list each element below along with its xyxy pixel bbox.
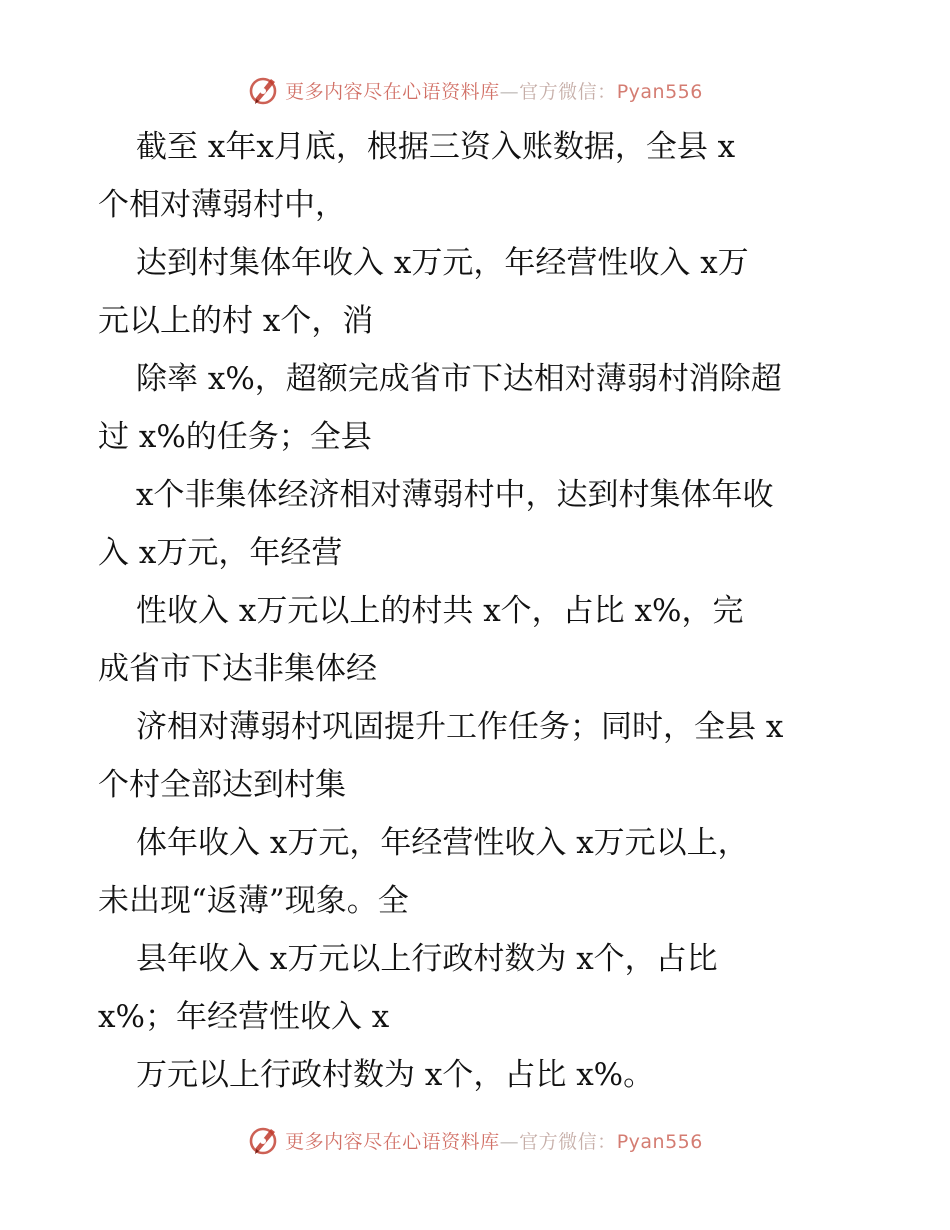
paragraph-line: 万元以上行政村数为 x个，占比 x%。: [136, 1057, 655, 1093]
document-body: [0, 118, 950, 1104]
paragraph: [0, 1046, 950, 1104]
watermark-main-text: 更多内容尽在心语资料库: [285, 1130, 500, 1153]
paragraph: [0, 698, 950, 814]
paragraph: [0, 814, 950, 930]
paragraph-line: x个非集体经济相对薄弱村中，达到村集体年收: [136, 477, 774, 513]
paragraph-line: 过 x%的任务；全县: [98, 419, 372, 455]
paragraph-line: 元以上的村 x个，消: [98, 303, 374, 339]
paragraph-line: 体年收入 x万元，年经营性收入 x万元以上，: [136, 825, 749, 861]
paragraph-line: 截至 x年x月底，根据三资入账数据，全县 x: [136, 129, 736, 165]
watermark-wechat-label: 官方微信：: [519, 80, 617, 103]
quill-pen-logo-icon: [247, 73, 281, 107]
watermark-text: [285, 1127, 703, 1154]
paragraph-line: 县年收入 x万元以上行政村数为 x个，占比: [136, 941, 718, 977]
header-watermark: [0, 70, 950, 110]
watermark-text: [285, 77, 703, 104]
paragraph-line: 个村全部达到村集: [98, 767, 346, 803]
paragraph-line: 除率 x%，超额完成省市下达相对薄弱村消除超: [136, 361, 782, 397]
paragraph-line: 个相对薄弱村中，: [98, 187, 346, 223]
watermark-wechat-label: 官方微信：: [519, 1130, 617, 1153]
paragraph-line: 入 x万元，年经营: [98, 535, 343, 571]
footer-watermark: [0, 1120, 950, 1160]
watermark-handle: Pyan556: [616, 80, 703, 103]
paragraph: [0, 930, 950, 1046]
watermark-separator: —: [499, 80, 520, 103]
watermark-handle: Pyan556: [616, 1130, 703, 1153]
paragraph: [0, 582, 950, 698]
paragraph-line: 达到村集体年收入 x万元，年经营性收入 x万: [136, 245, 749, 281]
paragraph-line: x%；年经营性收入 x: [98, 999, 390, 1035]
paragraph-line: 济相对薄弱村巩固提升工作任务；同时，全县 x: [136, 709, 784, 745]
paragraph: [0, 118, 950, 234]
paragraph-line: 成省市下达非集体经: [98, 651, 377, 687]
paragraph-line: 未出现“返薄”现象。全: [98, 883, 409, 919]
paragraph: [0, 350, 950, 466]
paragraph-line: 性收入 x万元以上的村共 x个，占比 x%，完: [136, 593, 744, 629]
quill-pen-logo-icon: [247, 1123, 281, 1157]
watermark-main-text: 更多内容尽在心语资料库: [285, 80, 500, 103]
watermark-separator: —: [499, 1130, 520, 1153]
paragraph: [0, 466, 950, 582]
paragraph: [0, 234, 950, 350]
